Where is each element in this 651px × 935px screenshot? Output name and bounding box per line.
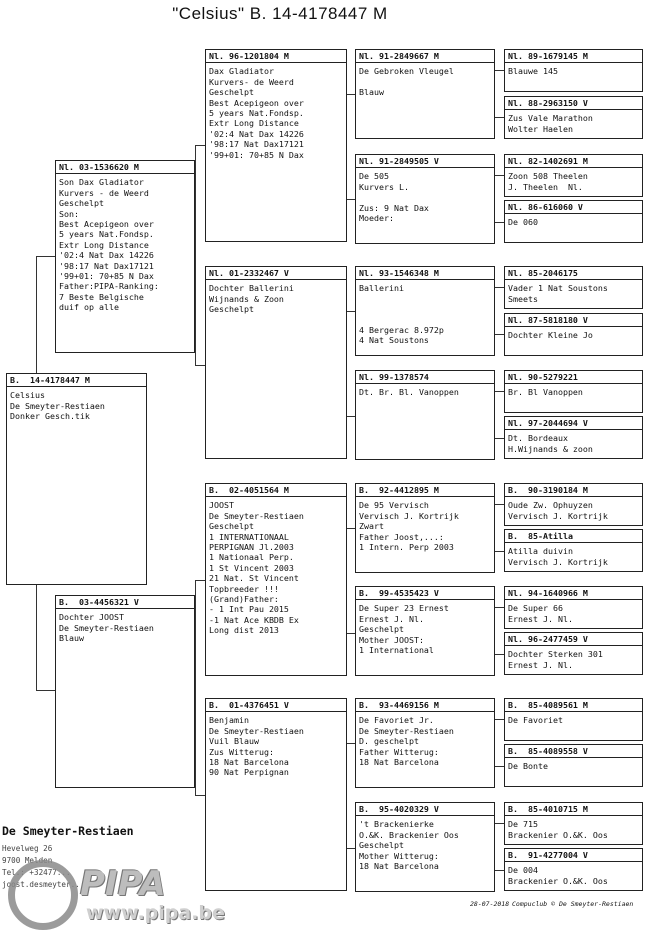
pigeon-card-subject (6, 373, 147, 585)
pigeon-info-line: Dochter Ballerini (209, 283, 294, 294)
pigeon-info-line: 5 years Nat.Fondsp. (209, 108, 304, 119)
connector-line (36, 690, 55, 691)
ring-number: Nl. 96-1201804 M (206, 51, 346, 63)
ring-number: Nl. 01-2332467 V (206, 268, 346, 280)
pigeon-info-line: Dt. Bordeaux (508, 433, 568, 444)
connector-line (495, 607, 504, 608)
pigeon-info-line: De Bonte (508, 761, 548, 772)
pigeon-info-line: Geschelpt (59, 198, 104, 209)
pigeon-info-line: Geschelpt (209, 304, 254, 315)
pigeon-info-line: Moeder: (359, 213, 394, 224)
ring-number: Nl. 85-2046175 (505, 268, 642, 280)
pigeon-info-line: 18 Nat Barcelona (359, 861, 439, 872)
pigeon-info-line: De 95 Vervisch (359, 500, 429, 511)
breeder-name: De Smeyter-Restiaen (2, 824, 134, 838)
pigeon-info-line (359, 77, 491, 87)
connector-line (495, 438, 504, 439)
pigeon-info-line: 1 Nationaal Perp. (209, 552, 294, 563)
footer-software: Compuclub © De Smeyter-Restiaen (512, 900, 634, 908)
ring-number: B. 02-4051564 M (206, 485, 346, 497)
pigeon-card-ancestor (504, 698, 643, 741)
pigeon-card-ancestor (504, 96, 643, 139)
pigeon-info-line: Donker Gesch.tik (10, 411, 90, 422)
pigeon-info-line: De Gebroken Vleugel (359, 66, 454, 77)
connector-line (347, 848, 355, 849)
pigeon-card-ancestor (504, 848, 643, 891)
pigeon-info-line: Zus Vale Marathon (508, 113, 593, 124)
pigeon-info-line: Geschelpt (359, 840, 404, 851)
ring-number: Nl. 91-2849667 M (356, 51, 494, 63)
pigeon-card-father (55, 160, 195, 353)
connector-line (495, 334, 504, 335)
pigeon-card-great-grandparent (355, 483, 495, 573)
connector-line (495, 287, 504, 288)
pigeon-info-line: Son Dax Gladiator (59, 177, 144, 188)
pigeon-card-great-grandparent (355, 370, 495, 460)
pigeon-card-great-grandparent (355, 698, 495, 788)
pigeon-info-line: Mother JOOST: (359, 634, 424, 645)
connector-line (495, 551, 504, 552)
pigeon-info-line: Blauw (359, 87, 384, 98)
pigeon-card-great-grandparent (355, 154, 495, 244)
pigeon-info-line: Brackenier O.&K. Oos (508, 829, 608, 840)
ring-number: B. 92-4412895 M (356, 485, 494, 497)
pigeon-info-line: De Smeyter-Restiaen (59, 622, 154, 633)
pigeon-info-line: O.&K. Brackenier Oos (359, 829, 459, 840)
footer-date: 28-07-2018 (470, 900, 510, 908)
pigeon-card-grandparent (205, 483, 347, 676)
pigeon-info-line: 1 Intern. Perp 2003 (359, 542, 454, 553)
pigeon-info-line: Vader 1 Nat Soustons (508, 283, 608, 294)
ring-number: B. 14-4178447 M (7, 375, 146, 387)
pigeon-card-ancestor (504, 313, 643, 356)
pigeon-info-line: Kurvers - de Weerd (59, 187, 149, 198)
page-title: "Celsius" B. 14-4178447 M (172, 4, 388, 23)
breeder-email: joost.desmeyter... (2, 880, 85, 889)
connector-line (347, 311, 355, 312)
pigeon-info-line: De Smeyter-Restiaen (209, 510, 304, 521)
pigeon-info-line: '02:4 Nat Dax 14226 (209, 128, 304, 139)
pigeon-info-line: Wolter Haelen (508, 123, 573, 134)
pigeon-card-ancestor (504, 49, 643, 92)
pigeon-card-great-grandparent (355, 266, 495, 356)
connector-line (36, 256, 55, 257)
connector-line (195, 580, 205, 581)
pigeon-card-ancestor (504, 200, 643, 243)
pigeon-card-ancestor (504, 529, 643, 572)
ring-number: Nl. 03-1536620 M (56, 162, 194, 174)
connector-line (495, 719, 504, 720)
connector-line (36, 256, 37, 373)
pigeon-info-line: Wijnands & Zoon (209, 293, 284, 304)
ring-number: B. 91-4277004 V (505, 850, 642, 862)
ring-number: Nl. 94-1640966 M (505, 588, 642, 600)
connector-line (495, 654, 504, 655)
pigeon-info-line: Dochter JOOST (59, 612, 124, 623)
pigeon-info-line: Father Joost,...: (359, 531, 444, 542)
pigeon-info-line: De Favoriet (508, 715, 563, 726)
pigeon-info-line: De Smeyter-Restiaen (209, 725, 304, 736)
pigeon-info-line: De Smeyter-Restiaen (10, 400, 105, 411)
ring-number: B. 90-3190184 M (505, 485, 642, 497)
pigeon-info-line: J. Theelen Nl. (508, 181, 583, 192)
pigeon-info-line: De Super 23 Ernest (359, 603, 449, 614)
pigeon-info-line: 1 INTERNATIONAAL (209, 531, 289, 542)
pigeon-info-line: '98:17 Nat Dax17121 (59, 260, 154, 271)
pipa-pigeon-logo-icon (8, 860, 78, 930)
ring-number: B. 93-4469156 M (356, 700, 494, 712)
pigeon-info-line: Dochter Sterken 301 (508, 649, 603, 660)
connector-line (195, 795, 205, 796)
pigeon-card-great-grandparent (355, 49, 495, 139)
ring-number: B. 01-4376451 V (206, 700, 346, 712)
breeder-city: 9700 Melden (2, 856, 53, 865)
pigeon-card-grandparent (205, 698, 347, 891)
ring-number: B. 95-4020329 V (356, 804, 494, 816)
pigeon-info-line: Vervisch J. Kortrijk (508, 510, 608, 521)
pigeon-info-line: - 1 Int Pau 2015 (209, 604, 289, 615)
pigeon-info-line: 7 Beste Belgische (59, 291, 144, 302)
connector-line (347, 633, 355, 634)
connector-line (195, 580, 196, 795)
pigeon-info-line: Vuil Blauw (209, 736, 259, 747)
pigeon-info-line: D. geschelpt (359, 736, 419, 747)
pigeon-info-line (359, 294, 491, 304)
breeder-phone: Tel.: +32477... (2, 868, 71, 877)
pigeon-info-line: Ballerini (359, 283, 404, 294)
pigeon-info-line: Son: (59, 208, 79, 219)
pigeon-info-line: 5 years Nat.Fondsp. (59, 229, 154, 240)
pigeon-info-line: Br. Bl Vanoppen (508, 387, 583, 398)
pigeon-card-ancestor (504, 586, 643, 629)
pigeon-card-ancestor (504, 416, 643, 459)
pigeon-info-line: '99+01: 70+85 N Dax (59, 271, 154, 282)
pigeon-info-line: Long dist 2013 (209, 625, 279, 636)
pigeon-info-line: Ernest J. Nl. (359, 613, 424, 624)
pigeon-info-line: Father Witterug: (359, 746, 439, 757)
pigeon-info-line: Zwart (359, 521, 384, 532)
pigeon-info-line: Geschelpt (359, 624, 404, 635)
pigeon-card-ancestor (504, 483, 643, 526)
pigeon-info-line: Geschelpt (209, 87, 254, 98)
ring-number: Nl. 90-5279221 (505, 372, 642, 384)
pigeon-info-line: duif op alle (59, 302, 119, 313)
ring-number: Nl. 96-2477459 V (505, 634, 642, 646)
pigeon-info-line: Topbreeder !!! (209, 583, 279, 594)
connector-line (495, 117, 504, 118)
pigeon-info-line: Dt. Br. Bl. Vanoppen (359, 387, 459, 398)
connector-line (195, 365, 205, 366)
connector-line (195, 145, 196, 365)
pigeon-info-line: '98:17 Nat Dax17121 (209, 139, 304, 150)
pigeon-card-ancestor (504, 744, 643, 787)
ring-number: B. 85-4089561 M (505, 700, 642, 712)
pigeon-info-line: Ernest J. Nl. (508, 613, 573, 624)
ring-number: B. 03-4456321 V (56, 597, 194, 609)
pigeon-card-great-grandparent (355, 802, 495, 892)
connector-line (495, 222, 504, 223)
pigeon-info-line: (Grand)Father: (209, 594, 279, 605)
pigeon-info-line: Blauw (59, 633, 84, 644)
pigeon-info-line: Extr Long Distance (209, 118, 299, 129)
pigeon-card-mother (55, 595, 195, 788)
pigeon-info-line: 18 Nat Barcelona (209, 757, 289, 768)
pipa-logo-url: www.pipa.be (86, 902, 225, 924)
connector-line (495, 391, 504, 392)
pigeon-card-great-grandparent (355, 586, 495, 676)
pigeon-info-line: 4 Nat Soustons (359, 335, 429, 346)
pigeon-info-line: H.Wijnands & zoon (508, 443, 593, 454)
pigeon-info-line: Zus: 9 Nat Dax (359, 202, 429, 213)
pigeon-info-line: Atilla duivin (508, 546, 573, 557)
pigeon-info-line (359, 304, 491, 314)
connector-line (347, 94, 355, 95)
ring-number: Nl. 93-1546348 M (356, 268, 494, 280)
pigeon-info-line: 18 Nat Barcelona (359, 757, 439, 768)
pigeon-info-line: Vervisch J. Kortrijk (359, 510, 459, 521)
ring-number: Nl. 86-616060 V (505, 202, 642, 214)
pigeon-info-line: Blauwe 145 (508, 66, 558, 77)
pigeon-card-ancestor (504, 154, 643, 197)
ring-number: Nl. 87-5818180 V (505, 315, 642, 327)
ring-number: B. 85-4089558 V (505, 746, 642, 758)
pigeon-info-line: De 004 (508, 865, 538, 876)
connector-line (347, 528, 355, 529)
ring-number: Nl. 82-1402691 M (505, 156, 642, 168)
pigeon-info-line: Dax Gladiator (209, 66, 274, 77)
pigeon-info-line: Mother Witterug: (359, 850, 439, 861)
pigeon-info-line: Best Acepigeon over (209, 97, 304, 108)
pigeon-info-line: PERPIGNAN Jl.2003 (209, 542, 294, 553)
pigeon-info-line: Geschelpt (209, 521, 254, 532)
pigeon-info-line: '99+01: 70+85 N Dax (209, 149, 304, 160)
connector-line (495, 175, 504, 176)
connector-line (195, 145, 205, 146)
pigeon-info-line: Extr Long Distance (59, 239, 149, 250)
pigeon-info-line: De 060 (508, 217, 538, 228)
ring-number: Nl. 97-2044694 V (505, 418, 642, 430)
pigeon-info-line: 't Brackenierke (359, 819, 434, 830)
pigeon-info-line: Zus Witterug: (209, 746, 274, 757)
pigeon-card-grandparent (205, 266, 347, 459)
pigeon-info-line: Kurvers- de Weerd (209, 76, 294, 87)
pigeon-info-line: JOOST (209, 500, 234, 511)
ring-number: Nl. 99-1378574 (356, 372, 494, 384)
pigeon-info-line: De 505 (359, 171, 389, 182)
pigeon-info-line: De Super 66 (508, 603, 563, 614)
pigeon-info-line: Father:PIPA-Ranking: (59, 281, 159, 292)
pigeon-info-line (359, 315, 491, 325)
pigeon-info-line: Dochter Kleine Jo (508, 330, 593, 341)
pigeon-info-line: Best Acepigeon over (59, 219, 154, 230)
pigeon-info-line: 90 Nat Perpignan (209, 767, 289, 778)
pigeon-info-line: 21 Nat. St Vincent (209, 573, 299, 584)
pigeon-card-ancestor (504, 802, 643, 845)
pigeon-card-ancestor (504, 266, 643, 309)
connector-line (495, 870, 504, 871)
pigeon-info-line: Vervisch J. Kortrijk (508, 556, 608, 567)
connector-line (495, 504, 504, 505)
ring-number: Nl. 91-2849505 V (356, 156, 494, 168)
ring-number: Nl. 89-1679145 M (505, 51, 642, 63)
pigeon-info-line: De Smeyter-Restiaen (359, 725, 454, 736)
pigeon-info-line: Kurvers L. (359, 181, 409, 192)
pipa-logo-text: PIPA (80, 864, 166, 904)
connector-line (495, 823, 504, 824)
pigeon-info-line: De Favoriet Jr. (359, 715, 434, 726)
pigeon-info-line: 1 International (359, 645, 434, 656)
connector-line (347, 416, 355, 417)
connector-line (347, 199, 355, 200)
pigeon-info-line: Ernest J. Nl. (508, 659, 573, 670)
ring-number: Nl. 88-2963150 V (505, 98, 642, 110)
connector-line (495, 70, 504, 71)
pigeon-info-line: 1 St Vincent 2003 (209, 562, 294, 573)
connector-line (495, 766, 504, 767)
ring-number: B. 85-4010715 M (505, 804, 642, 816)
pigeon-info-line: Celsius (10, 390, 45, 401)
pigeon-info-line: '02:4 Nat Dax 14226 (59, 250, 154, 261)
ring-number: B. 99-4535423 V (356, 588, 494, 600)
connector-line (36, 585, 37, 690)
pigeon-info-line: Smeets (508, 293, 538, 304)
ring-number: B. 85-Atilla (505, 531, 642, 543)
pigeon-card-grandparent (205, 49, 347, 242)
pigeon-info-line: Oude Zw. Ophuyzen (508, 500, 593, 511)
pigeon-info-line (359, 192, 491, 202)
pigeon-info-line: Zoon 508 Theelen (508, 171, 588, 182)
pigeon-info-line: 4 Bergerac 8.972p (359, 324, 444, 335)
pigeon-info-line: -1 Nat Ace KBDB Ex (209, 614, 299, 625)
pigeon-info-line: Brackenier O.&K. Oos (508, 875, 608, 886)
pigeon-info-line: De 715 (508, 819, 538, 830)
pigeon-info-line: Benjamin (209, 715, 249, 726)
connector-line (347, 743, 355, 744)
pigeon-card-ancestor (504, 370, 643, 413)
pigeon-card-ancestor (504, 632, 643, 675)
breeder-street: Hevelweg 26 (2, 844, 53, 853)
